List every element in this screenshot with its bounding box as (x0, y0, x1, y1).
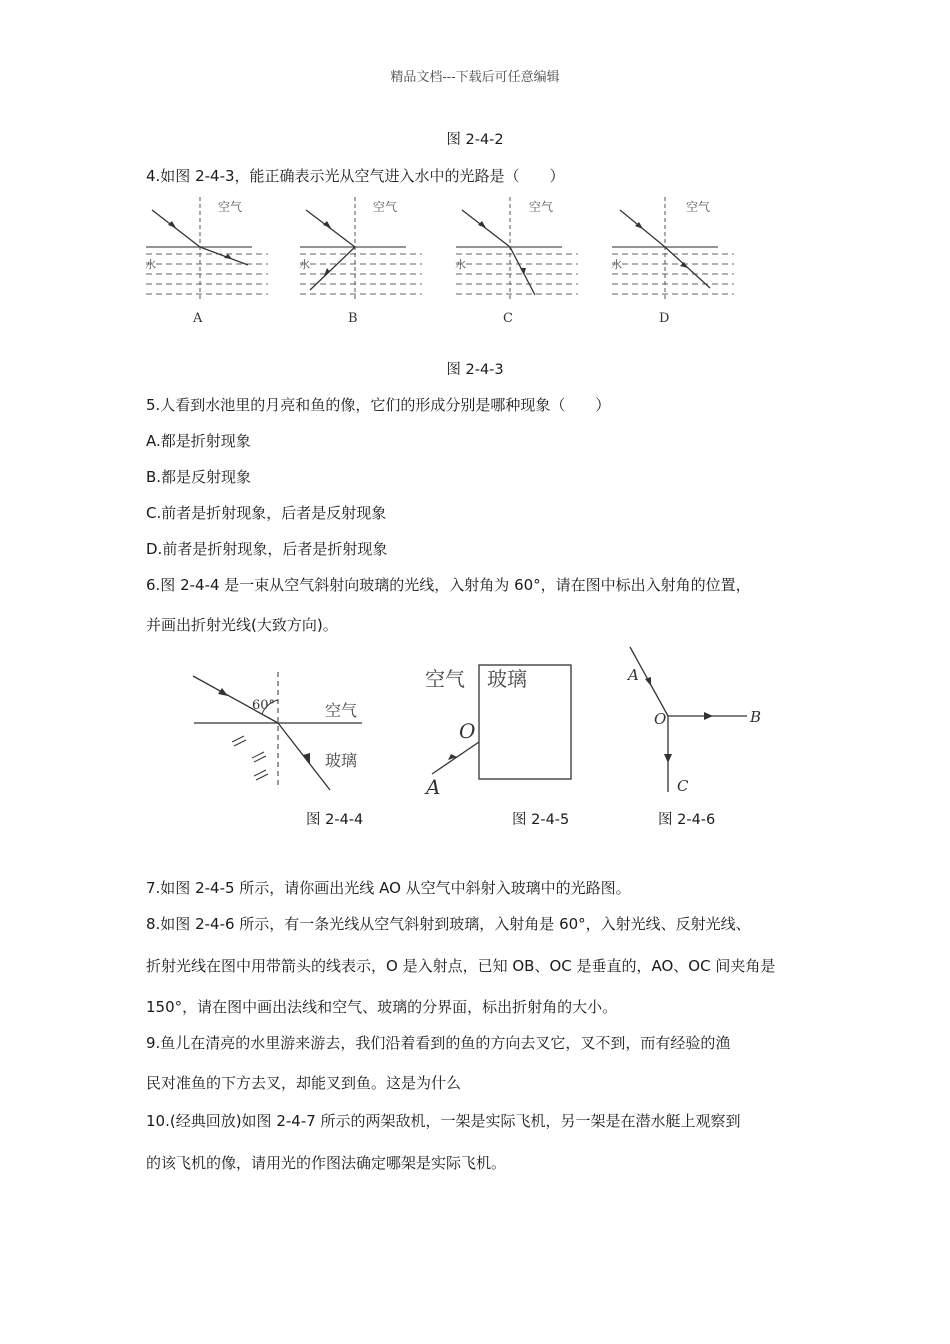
fig246-point-a: A (628, 666, 639, 684)
question-8-line-1: 8.如图 2-4-6 所示，有一条光线从空气斜射到玻璃，入射角是 60°，入射光线、反射光线、 (146, 915, 751, 933)
figure-caption-2-4-4: 图 2-4-4 (306, 812, 364, 828)
option-b-label: B (348, 311, 358, 326)
question-7: 7.如图 2-4-5 所示，请你画出光线 AO 从空气中斜射入玻璃中的光路图。 (146, 879, 631, 897)
panel-b-water-label: 水 (299, 258, 310, 271)
page-header: 精品文档---下载后可任意编辑 (390, 70, 560, 85)
panel-a-air-label: 空气 (218, 200, 243, 214)
panel-a-water-label: 水 (145, 258, 156, 271)
figure-caption-2-4-5: 图 2-4-5 (512, 812, 570, 828)
question-8-line-3: 150°，请在图中画出法线和空气、玻璃的分界面，标出折射角的大小。 (146, 998, 618, 1016)
fig244-air-label: 空气 (325, 701, 358, 720)
fig245-air-label: 空气 (425, 667, 465, 691)
question-6-line-1: 6.图 2-4-4 是一束从空气斜射向玻璃的光线，入射角为 60°，请在图中标出入射角的位置， (146, 576, 751, 594)
figure-caption-2-4-6: 图 2-4-6 (658, 812, 716, 828)
fig245-glass-label: 玻璃 (487, 667, 527, 691)
q5-option-a: A.都是折射现象 (146, 432, 251, 450)
question-6-line-2: 并画出折射光线(大致方向)。 (146, 616, 338, 634)
question-4: 4.如图 2-4-3，能正确表示光从空气进入水中的光路是（ ） (146, 167, 565, 185)
question-10-line-2: 的该飞机的像，请用光的作图法确定哪架是实际飞机。 (146, 1154, 507, 1172)
figure-caption-2-4-2: 图 2-4-2 (446, 132, 504, 148)
figure-caption-2-4-3: 图 2-4-3 (446, 362, 504, 378)
fig245-point-a: A (426, 775, 441, 799)
q5-option-c: C.前者是折射现象，后者是反射现象 (146, 504, 387, 522)
panel-c-water-label: 水 (455, 258, 466, 271)
question-5: 5.人看到水池里的月亮和鱼的像，它们的形成分别是哪种现象（ ） (146, 396, 611, 414)
fig244-angle-label: 60° (252, 698, 276, 713)
panel-d-air-label: 空气 (686, 200, 711, 214)
question-9-line-1: 9.鱼儿在清亮的水里游来游去，我们沿着看到的鱼的方向去叉它，叉不到，而有经验的渔 (146, 1034, 731, 1052)
option-c-label: C (503, 311, 513, 326)
fig245-point-o: O (459, 719, 476, 743)
q5-option-d: D.前者是折射现象，后者是折射现象 (146, 540, 388, 558)
option-d-label: D (659, 311, 670, 326)
question-10-line-1: 10.(经典回放)如图 2-4-7 所示的两架敌机，一架是实际飞机，另一架是在潜水艇上观察到 (146, 1112, 741, 1130)
fig246-point-c: C (677, 777, 689, 795)
panel-d-water-label: 水 (611, 258, 622, 271)
fig246-point-b: B (750, 708, 762, 726)
option-a-label: A (193, 311, 203, 326)
question-8-line-2: 折射光线在图中用带箭头的线表示，O 是入射点，已知 OB、OC 是垂直的，AO、OC 间夹角是 (146, 957, 776, 975)
panel-c-air-label: 空气 (529, 200, 554, 214)
panel-b-air-label: 空气 (373, 200, 398, 214)
fig244-glass-label: 玻璃 (325, 751, 358, 770)
q5-option-b: B.都是反射现象 (146, 468, 252, 486)
question-9-line-2: 民对准鱼的下方去叉，却能叉到鱼。这是为什么 (146, 1074, 462, 1092)
fig246-point-o: O (654, 710, 667, 728)
